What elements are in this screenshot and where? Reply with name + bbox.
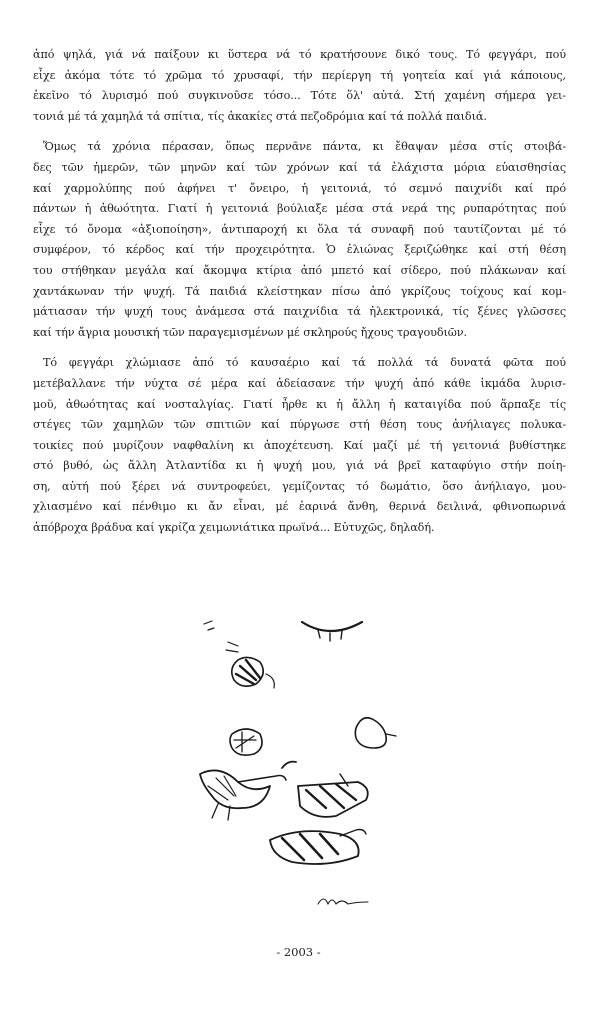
sketch-signature <box>318 899 368 904</box>
text-line: στέγες τῶν χαμηλῶν τῶν σπιτιῶν καί πύργωσε στή θέση τους ἀνήλιαγες πολυκα- <box>33 418 566 432</box>
page-number: - 2003 - <box>276 945 321 959</box>
text-line: μάτιασαν τήν ψυχή τους ἀνάμεσα στά παιχνίδια τά ἠλεκτρονικά, τίς ξένες γλῶσσες <box>33 305 566 319</box>
sketch-small-bird <box>355 718 386 748</box>
text-line: συμφέρον, τό κέρδος καί τήν προχειρότητα. Ὁ ἐλιώνας ξεριζώθηκε καί στή θέση <box>33 243 566 257</box>
text-line: Τό φεγγάρι χλώμιασε ἀπό τό καυσαέριο καί τά πολλά τά δυνατά φῶτα πού <box>43 356 566 370</box>
text-line: του στήθηκαν μεγάλα καί ἄκομψα κτίρια ἀπό μπετό καί σίδερο, πού πλάκωναν καί <box>33 263 566 277</box>
text-line: καί χαρμολύπης πού ἀφήνει τ' ὄνειρο, ἡ γειτονιά, τό σεμνό παιχνίδι καί πρό <box>33 181 566 195</box>
text-line: μοῦ, ἀθωότητας καί νοσταλγίας. Γιατί ἦρθε κι ἡ ἄλλη ἡ καταιγίδα πού ἅρπαξε τίς <box>33 397 566 411</box>
paragraph-3 <box>33 353 566 538</box>
text-line: χλιασμένο καί πένθιμο κι ἄν εἶναι, μέ ἐαρινά ἄνθη, θερινά δειλινά, φθινοπωρινά <box>33 500 566 514</box>
paragraph-2 <box>33 137 566 343</box>
sketch-bottom-bird <box>270 831 359 864</box>
text-line: στό βυθό, ὡς ἄλλη Ἀτλαντίδα κι ἡ ψυχή μου, γιά νά βρεῖ καταφύγιο στήν ποίη- <box>33 459 566 473</box>
text-line: καί τήν ἄγρια μουσική τῶν παραγεμισμένων μέ σκληρούς ἤχους τραγουδιῶν. <box>33 325 467 339</box>
text-line: ἀπό ψηλά, γιά νά παίξουν κι ὕστερα νά τό κρατήσουνε δικό τους. Τό φεγγάρι, πού <box>33 48 566 61</box>
paragraph-1 <box>33 45 566 127</box>
text-line: ση, αὐτή πού ξέρει νά συντροφεύει, γεμίζοντας τό δωμάτιο, ὅσο ἀνήλιαγο, μου- <box>33 479 566 493</box>
ink-sketch-illustration <box>190 578 410 908</box>
text-line: πάντων ἡ ἀθωότητα. Γιατί ἡ γειτονιά βούλιαξε μέσα στά νερά της ρυπαρότητας πού <box>33 202 566 216</box>
text-line: εἶχε ἀκόμα τότε τό χρῶμα τό χρυσαφί, τήν περίεργη τή γοητεία καί γιά κάποιους, <box>33 68 566 82</box>
sketch-large-bird <box>200 770 270 808</box>
text-line: μετέβαλλανε τήν νύχτα σέ μέρα καί ἀδείασανε τήν ψυχή ἀπό κάθε ἰκμάδα λυρισ- <box>33 376 566 390</box>
text-line: Ὅμως τά χρόνια πέρασαν, ὅπως περνᾶνε πάντα, κι ἔθαψαν μέσα στίς στοιβά- <box>43 140 566 154</box>
text-line: εἶχε τό ὄνομα «ἀξιοποίηση», ἀντιπαροχή κι ὅλα τά συναφῆ πού ταυτίζονται μέ τό <box>33 222 566 236</box>
text-line: χαντάκωναν τήν ψυχή. Τά παιδιά κλείστηκαν πίσω ἀπό γκρίζους τοίχους καί κομ- <box>33 284 566 298</box>
text-line: τοικίες πού μυρίζουν ναφθαλίνη κι ἀποχέτευση. Καί μαζί μέ τή γειτονιά βυθίστηκε <box>33 438 566 452</box>
sketch-drawing <box>190 578 410 908</box>
sketch-crescent <box>302 622 362 631</box>
text-line: ἐκεῖνο τό λυρισμό πού συγκινοῦσε τόσο... Τότε ὅλ' αὐτά. Στή χαμένη σήμερα γει- <box>33 89 566 103</box>
text-line: ἀπόβροχα βράδυα καί γκρίζα χειμωνιάτικα πρωϊνά... Εὐτυχῶς, δηλαδή. <box>33 521 435 535</box>
text-line: δες τῶν ἡμερῶν, τῶν μηνῶν καί τῶν χρόνων καί τά ἐλάχιστα μόρια εὐαισθησίας <box>33 160 566 174</box>
text-line: τονιά μέ τά χαμηλά τά σπίτια, τίς ἀκακίες στά πεζοδρόμια καί τά πολλά παιδιά. <box>33 109 487 123</box>
body-text <box>33 45 566 549</box>
